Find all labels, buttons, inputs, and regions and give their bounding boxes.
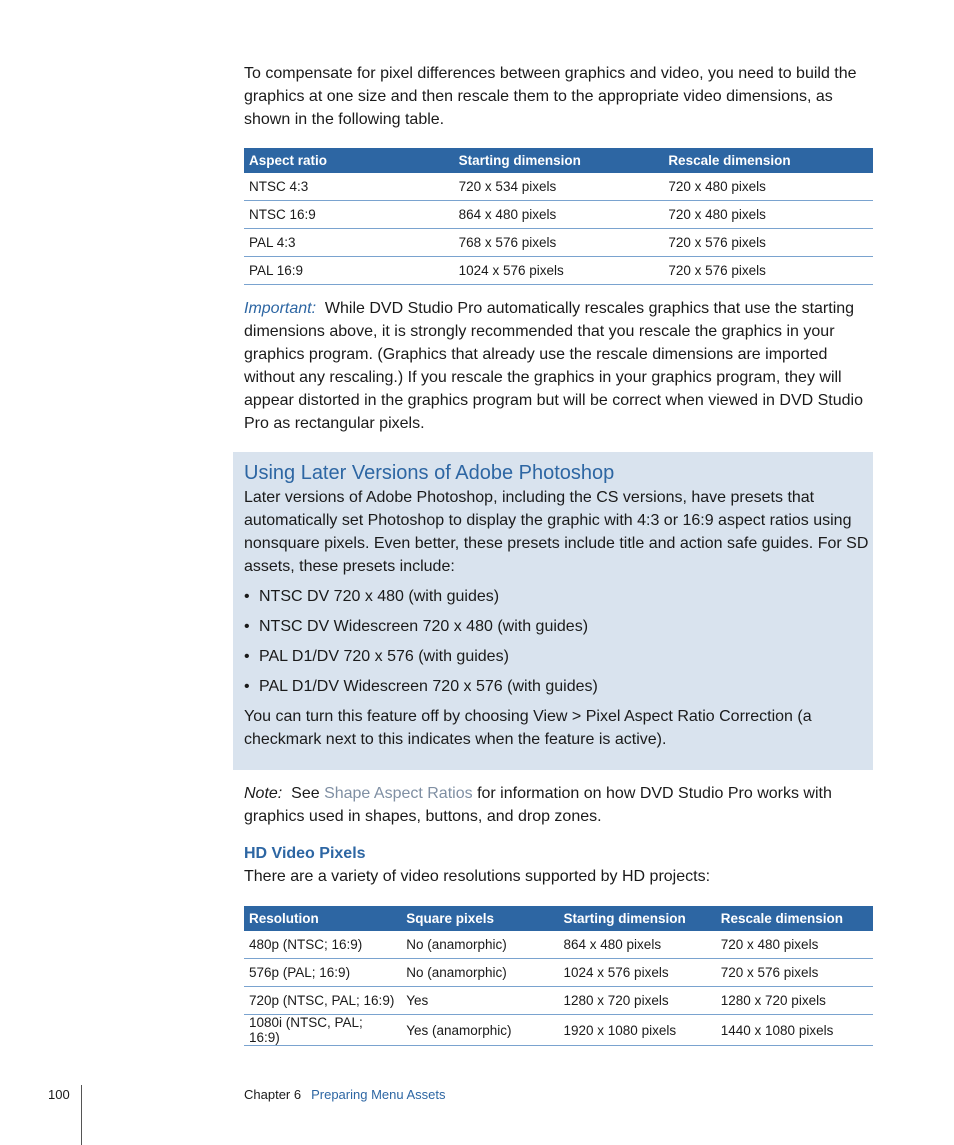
table-cell: 720 x 576 pixels bbox=[716, 959, 873, 987]
table-cell: 720 x 534 pixels bbox=[454, 173, 664, 201]
table-cell: 720 x 480 pixels bbox=[663, 201, 873, 229]
table-cell: NTSC 16:9 bbox=[244, 201, 454, 229]
shape-aspect-ratios-link[interactable]: Shape Aspect Ratios bbox=[324, 785, 473, 802]
table-cell: 864 x 480 pixels bbox=[559, 931, 716, 959]
table-cell: 1024 x 576 pixels bbox=[454, 257, 664, 285]
table-cell: PAL 4:3 bbox=[244, 229, 454, 257]
table-cell: 1920 x 1080 pixels bbox=[559, 1015, 716, 1046]
photoshop-sidebar bbox=[233, 452, 873, 770]
hd-text: There are a variety of video resolutions supported by HD projects: bbox=[244, 868, 711, 885]
table-header-cell: Rescale dimension bbox=[663, 148, 873, 173]
chapter-label: Chapter 6 bbox=[244, 1087, 302, 1102]
table-cell: 1440 x 1080 pixels bbox=[716, 1015, 873, 1046]
table-header-cell: Square pixels bbox=[401, 906, 558, 931]
chapter-footer bbox=[244, 1087, 446, 1102]
table-row bbox=[244, 201, 873, 229]
list-item bbox=[244, 675, 873, 698]
table-header-cell: Starting dimension bbox=[559, 906, 716, 931]
table-cell: 720 x 576 pixels bbox=[663, 257, 873, 285]
table-row bbox=[244, 931, 873, 959]
note-paragraph bbox=[244, 782, 873, 828]
table-header-cell: Rescale dimension bbox=[716, 906, 873, 931]
bullet-icon: • bbox=[244, 588, 250, 605]
table-cell: 720 x 480 pixels bbox=[663, 173, 873, 201]
hd-section bbox=[244, 843, 873, 888]
important-label: Important: bbox=[244, 300, 317, 317]
table-cell: 576p (PAL; 16:9) bbox=[244, 959, 401, 987]
bullet-icon: • bbox=[244, 618, 250, 635]
note-label: Note: bbox=[244, 785, 283, 802]
list-item bbox=[244, 615, 873, 638]
table-row bbox=[244, 173, 873, 201]
table-cell: 864 x 480 pixels bbox=[454, 201, 664, 229]
table-header-cell: Starting dimension bbox=[454, 148, 664, 173]
table-header-cell: Aspect ratio bbox=[244, 148, 454, 173]
footer-divider bbox=[81, 1085, 82, 1145]
bullet-icon: • bbox=[244, 648, 250, 665]
list-item bbox=[244, 585, 873, 608]
table-row bbox=[244, 1015, 873, 1046]
table-cell: 720 x 480 pixels bbox=[716, 931, 873, 959]
list-item-text: NTSC DV Widescreen 720 x 480 (with guides) bbox=[259, 618, 589, 635]
table-row bbox=[244, 257, 873, 285]
list-item-text: PAL D1/DV 720 x 576 (with guides) bbox=[259, 648, 509, 665]
sidebar-body: Later versions of Adobe Photoshop, including the CS versions, have presets that automatically set Photoshop to display the graphic with 4:3 or 16:9 aspect ratios using nonsquare pixels. Even better, these presets include title and action safe guides. For SD assets, these presets include: bbox=[244, 489, 869, 575]
table-cell: PAL 16:9 bbox=[244, 257, 454, 285]
hd-heading: HD Video Pixels bbox=[244, 845, 366, 862]
table-header-row bbox=[244, 906, 873, 931]
list-item-text: NTSC DV 720 x 480 (with guides) bbox=[259, 588, 500, 605]
table-row bbox=[244, 959, 873, 987]
table-cell: 1024 x 576 pixels bbox=[559, 959, 716, 987]
table-cell: Yes bbox=[401, 987, 558, 1015]
intro-paragraph: To compensate for pixel differences between graphics and video, you need to build the graphics at one size and then rescale them to the appropriate video dimensions, as shown in the following table. bbox=[244, 65, 857, 128]
hd-resolution-table bbox=[244, 906, 873, 1046]
table-header-cell: Resolution bbox=[244, 906, 401, 931]
table-cell: 1280 x 720 pixels bbox=[716, 987, 873, 1015]
table-cell: No (anamorphic) bbox=[401, 959, 558, 987]
table-header-row bbox=[244, 148, 873, 173]
important-text: While DVD Studio Pro automatically rescales graphics that use the starting dimensions above, it is strongly recommended that you rescale the graphics in your graphics program. (Graphics that already use the rescale dimensions are imported without any rescaling.) If you rescale the graphics in your graphics program, they will appear distorted in the graphics program but will be correct when viewed in DVD Studio Pro as rectangular pixels. bbox=[244, 300, 863, 432]
table-row bbox=[244, 987, 873, 1015]
note-post: for information on how DVD Studio Pro works with graphics used in shapes, buttons, and drop zones. bbox=[244, 785, 832, 825]
chapter-title-link[interactable]: Preparing Menu Assets bbox=[311, 1087, 446, 1102]
important-paragraph bbox=[244, 297, 873, 435]
table-cell: NTSC 4:3 bbox=[244, 173, 454, 201]
aspect-ratio-table bbox=[244, 148, 873, 285]
list-item bbox=[244, 645, 873, 668]
table-cell: 720p (NTSC, PAL; 16:9) bbox=[244, 987, 401, 1015]
table-cell: Yes (anamorphic) bbox=[401, 1015, 558, 1046]
bullet-icon: • bbox=[244, 678, 250, 695]
page-number: 100 bbox=[48, 1087, 70, 1102]
sidebar-title: Using Later Versions of Adobe Photoshop bbox=[244, 462, 615, 484]
preset-list bbox=[244, 585, 873, 698]
table-row bbox=[244, 229, 873, 257]
table-cell: 1280 x 720 pixels bbox=[559, 987, 716, 1015]
table-cell: No (anamorphic) bbox=[401, 931, 558, 959]
sidebar-tail: You can turn this feature off by choosing View > Pixel Aspect Ratio Correction (a checkmark next to this indicates when the feature is active). bbox=[244, 708, 812, 748]
table-cell: 768 x 576 pixels bbox=[454, 229, 664, 257]
table-cell: 720 x 576 pixels bbox=[663, 229, 873, 257]
table-cell: 480p (NTSC; 16:9) bbox=[244, 931, 401, 959]
table-cell: 1080i (NTSC, PAL; 16:9) bbox=[244, 1015, 401, 1046]
list-item-text: PAL D1/DV Widescreen 720 x 576 (with guides) bbox=[259, 678, 598, 695]
note-pre: See bbox=[291, 785, 320, 802]
